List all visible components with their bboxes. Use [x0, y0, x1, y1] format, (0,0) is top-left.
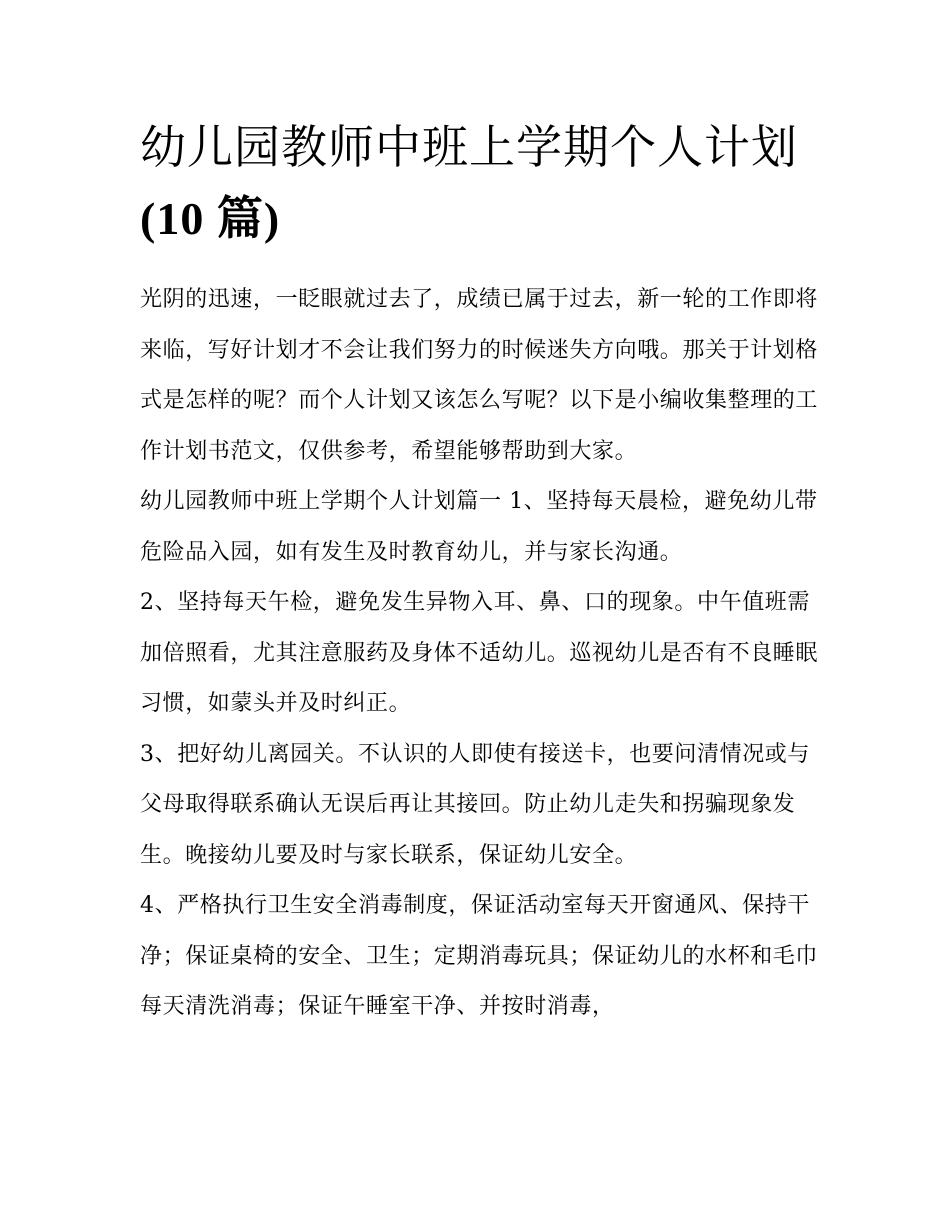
paragraph-item-3: 3、把好幼儿离园关。不认识的人即使有接送卡，也要问清情况或与父母取得联系确认无误后再让其接回。防止幼儿走失和拐骗现象发生。晚接幼儿要及时与家长联系，保证幼儿安全。 — [140, 741, 810, 868]
paragraph-item-4: 4、严格执行卫生安全消毒制度，保证活动室每天开窗通风、保持干净；保证桌椅的安全、卫生；定期消毒玩具；保证幼儿的水杯和毛巾每天清洗消毒；保证午睡室干净、并按时消毒， — [140, 893, 819, 1019]
title-suffix: (10 篇) — [140, 193, 281, 244]
title-text: 幼儿园教师中班上学期个人计划 — [140, 120, 798, 174]
document-title — [140, 112, 830, 254]
document-body — [140, 275, 820, 1033]
paragraph-item-2: 2、坚持每天午检，避免发生异物入耳、鼻、口的现象。中午值班需加倍照看，尤其注意服药及身体不适幼儿。巡视幼儿是否有不良睡眠习惯，如蒙头并及时纠正。 — [140, 590, 819, 716]
paragraph-intro: 光阴的迅速，一眨眼就过去了，成绩已属于过去，新一轮的工作即将来临，写好计划才不会让我们努力的时候迷失方向哦。那关于计划格式是怎样的呢？而个人计划又该怎么写呢？以下是小编收集整理的工作计划书范文，仅供参考，希望能够帮助到大家。 — [140, 287, 819, 464]
paragraph-item-1: 幼儿园教师中班上学期个人计划篇一 1、坚持每天晨检，避免幼儿带危险品入园，如有发生及时教育幼儿，并与家长沟通。 — [140, 489, 818, 565]
